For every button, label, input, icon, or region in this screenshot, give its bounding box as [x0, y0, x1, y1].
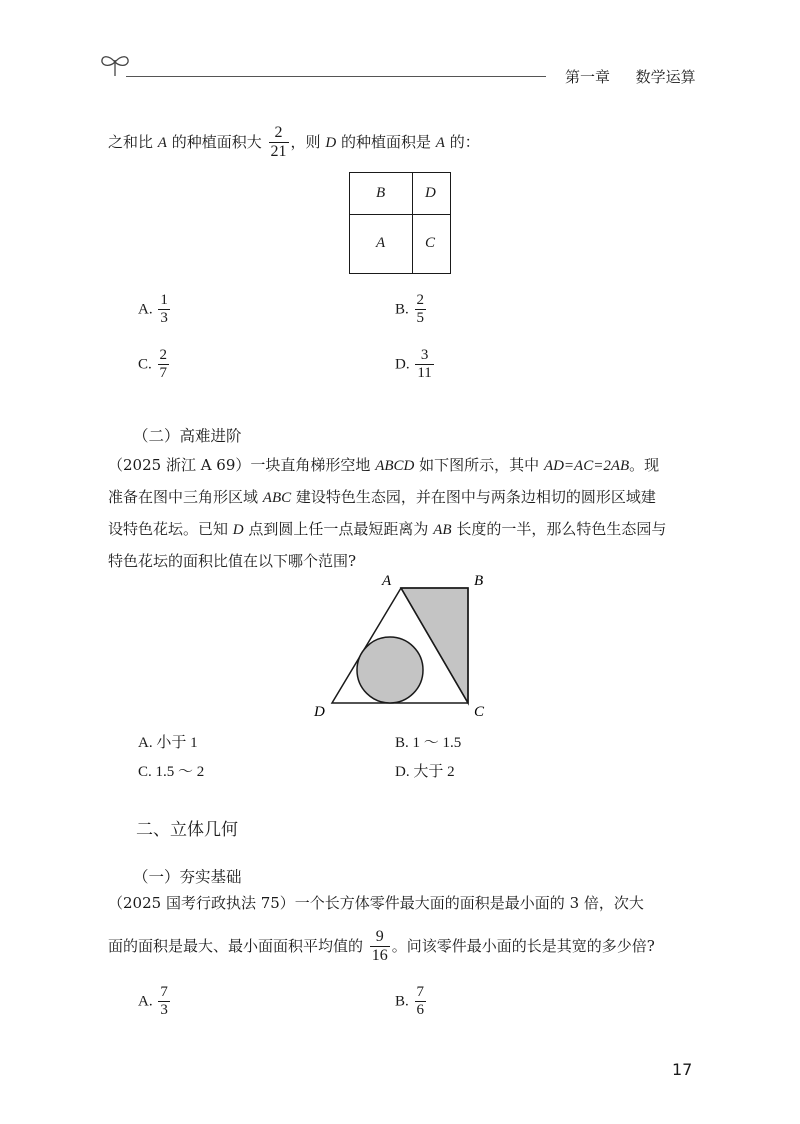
q2-option-c[interactable] — [138, 760, 204, 781]
option-label: D. — [395, 764, 410, 780]
option-text: 1 ～ 1.5 — [412, 735, 462, 751]
q1-option-b[interactable] — [395, 292, 428, 328]
fraction-numerator: 2 — [159, 347, 168, 363]
grid-hline — [350, 214, 450, 215]
stem-var: D — [232, 522, 244, 538]
stem-var: A — [157, 134, 167, 151]
stem-text: 长度的一半，那么特色生态园与 — [456, 520, 667, 538]
vertex-label-c: C — [474, 704, 485, 720]
header-chapter — [565, 66, 696, 87]
option-label: B. — [395, 735, 409, 751]
vertex-label-b: B — [474, 573, 484, 589]
option-label: B. — [395, 993, 409, 1010]
q2-option-a[interactable] — [138, 731, 198, 752]
option-label: A. — [138, 993, 153, 1010]
option-label: A. — [138, 735, 153, 751]
q1-option-c[interactable] — [138, 347, 171, 383]
fraction-denominator: 7 — [159, 365, 168, 382]
stem-line — [108, 482, 694, 514]
stem-var: A — [435, 134, 445, 151]
stem-line — [108, 514, 694, 546]
planting-grid-figure — [349, 172, 451, 274]
stem-text: 准备在图中三角形区域 — [108, 488, 259, 506]
stem-text: 的种植面积是 — [340, 132, 431, 151]
fraction-denominator: 3 — [160, 310, 168, 327]
vertex-label-d: D — [314, 704, 325, 720]
grid-label-b: B — [376, 185, 386, 201]
stem-text: 设特色花坛。已知 — [108, 520, 229, 538]
stem-var: ABCD — [375, 458, 415, 474]
grid-label-c: C — [425, 235, 436, 251]
fraction-numerator: 3 — [420, 347, 429, 363]
fraction — [415, 292, 427, 328]
option-text: 1.5 ～ 2 — [155, 764, 205, 780]
stem-var: D — [325, 134, 337, 151]
header-rule — [126, 76, 546, 77]
fraction-numerator: 7 — [160, 984, 168, 1000]
q1-option-d[interactable] — [395, 347, 436, 383]
stem-var: AB — [433, 522, 452, 538]
fraction-denominator: 3 — [160, 1002, 168, 1019]
section-heading-solid-geometry: 二、立体几何 — [136, 820, 238, 840]
fraction-denominator: 11 — [417, 365, 432, 382]
q1-option-a[interactable] — [138, 292, 172, 328]
stem-line — [108, 450, 694, 482]
page-header — [0, 0, 800, 100]
q3-option-a[interactable] — [138, 984, 172, 1020]
stem-text: 面的面积是最大、最小面面积平均值的 — [108, 936, 364, 955]
stem-text: 如下图所示，其中 — [419, 456, 540, 474]
fraction-numerator: 2 — [416, 292, 425, 308]
stem-var: ABC — [262, 490, 292, 506]
trapezoid-figure — [310, 570, 500, 720]
stem-text: （2025 浙江 A 69）一块直角梯形空地 — [108, 456, 371, 474]
page-number: 17 — [672, 1060, 693, 1079]
stem-text: 的： — [449, 132, 480, 151]
fraction-denominator: 6 — [416, 1002, 425, 1019]
q3-option-b[interactable] — [395, 984, 428, 1020]
question-2-stem — [108, 450, 694, 577]
fraction — [415, 984, 427, 1020]
question-3-stem — [108, 888, 644, 919]
stem-var: AD=AC=2AB — [543, 458, 630, 474]
section-heading-hard: （二）高难进阶 — [133, 427, 242, 445]
fraction — [370, 928, 390, 966]
stem-text: 之和比 — [108, 132, 154, 151]
option-label: A. — [138, 301, 153, 318]
chapter-label: 第一章 — [565, 68, 611, 86]
fraction — [415, 347, 433, 383]
stem-text: （2025 国考行政执法 75）一个长方体零件最大面的面积是最小面的 3 倍，次大 — [108, 894, 644, 912]
option-label: D. — [395, 356, 410, 373]
vertex-label-a: A — [382, 573, 392, 589]
question-1-stem — [108, 124, 480, 162]
stem-text: 建设特色生态园，并在图中与两条边相切的圆形区域建 — [295, 488, 656, 506]
fraction-numerator: 2 — [274, 124, 283, 141]
stem-text: 点到圆上任一点最短距离为 — [248, 520, 429, 538]
grid-label-a: A — [376, 235, 386, 251]
fraction — [269, 124, 289, 162]
option-text: 小于 1 — [156, 735, 198, 751]
chapter-title: 数学运算 — [635, 68, 696, 86]
fraction-denominator: 16 — [371, 947, 388, 965]
fraction-denominator: 21 — [270, 143, 287, 161]
fraction — [158, 984, 170, 1020]
stem-text: ，则 — [290, 132, 321, 151]
stem-text: 的种植面积大 — [171, 132, 262, 151]
q2-option-b[interactable] — [395, 731, 461, 752]
fraction-numerator: 9 — [375, 928, 384, 945]
option-text: 大于 2 — [413, 764, 455, 780]
stem-text: 特色花坛的面积比值在以下哪个范围? — [108, 552, 357, 570]
grid-label-d: D — [425, 185, 436, 201]
fraction — [158, 347, 170, 383]
fraction-numerator: 1 — [160, 292, 168, 308]
flower-bed-circle — [357, 637, 423, 703]
stem-text: 。现 — [629, 456, 660, 474]
fraction-denominator: 5 — [416, 310, 425, 327]
fraction — [158, 292, 170, 328]
grid-vline — [412, 173, 413, 273]
option-label: C. — [138, 356, 152, 373]
option-label: C. — [138, 764, 152, 780]
fraction-numerator: 7 — [416, 984, 425, 1000]
question-3-stem-line2 — [108, 928, 655, 966]
stem-text: 。问该零件最小面的长是其宽的多少倍? — [391, 936, 655, 955]
option-label: B. — [395, 301, 409, 318]
subsection-heading-basics: （一）夯实基础 — [133, 868, 242, 886]
q2-option-d[interactable] — [395, 760, 455, 781]
